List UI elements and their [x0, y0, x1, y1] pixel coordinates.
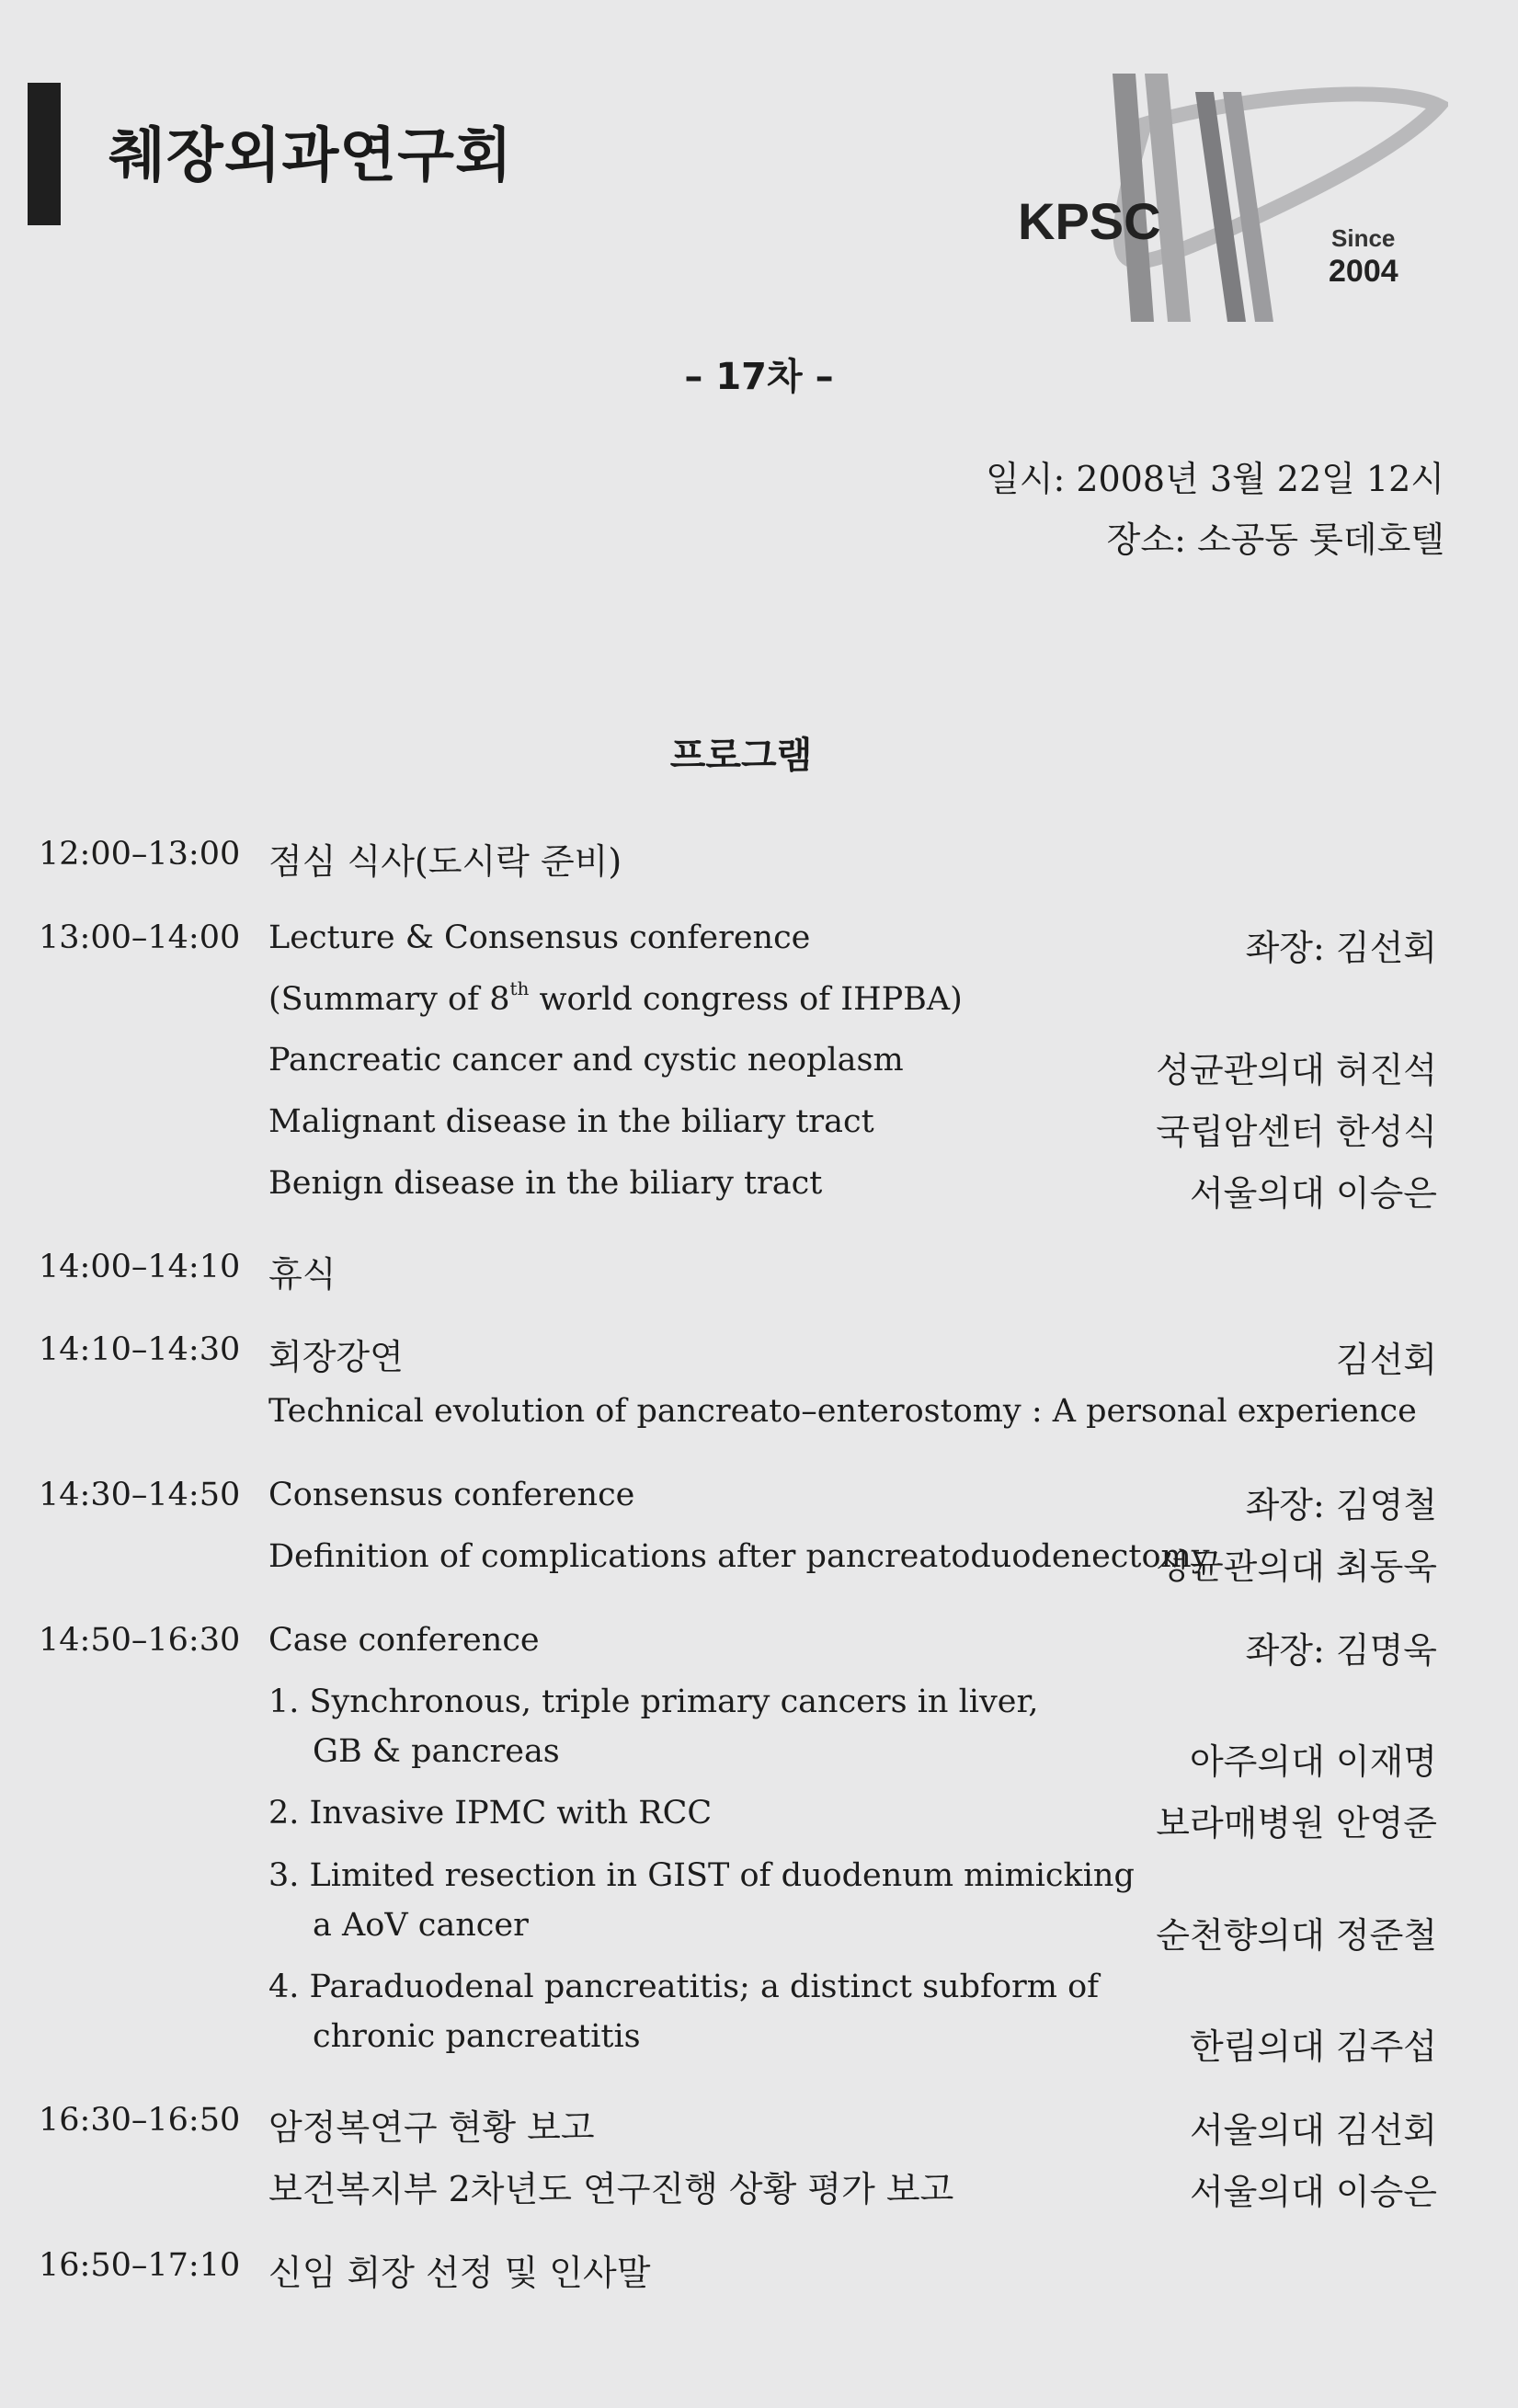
logo-year: 2004	[1329, 254, 1398, 289]
logo-since: Since	[1331, 224, 1396, 252]
program-row	[0, 1331, 1518, 1383]
row-desc: Technical evolution of pancreato–enterostomy : A personal experience	[268, 1393, 1417, 1430]
event-venue: 장소: 소공동 롯데호텔	[1106, 519, 1444, 560]
program-row	[0, 1622, 1518, 1673]
program-row	[0, 1969, 1518, 2020]
row-speaker: 보라매병원 안영준	[1156, 1803, 1437, 1843]
program-row	[0, 2247, 1518, 2299]
program-row	[0, 1393, 1518, 1444]
row-speaker: 한림의대 김주섭	[1189, 2026, 1437, 2067]
row-desc-sup: th	[509, 977, 530, 1000]
row-desc	[268, 977, 963, 1018]
program-row	[0, 1477, 1518, 1528]
program-row	[0, 1103, 1518, 1155]
row-desc: Lecture & Consensus conference	[268, 919, 811, 956]
program-row	[0, 1733, 1518, 1785]
row-speaker: 서울의대 이승은	[1189, 2172, 1437, 2212]
session-number: – 17차 –	[684, 356, 834, 398]
row-speaker: 서울의대 이승은	[1189, 1173, 1437, 1214]
row-desc: 4. Paraduodenal pancreatitis; a distinct subform of	[268, 1969, 1100, 2005]
program-row	[0, 2163, 1518, 2215]
row-time: 16:50–17:10	[39, 2247, 241, 2284]
row-desc: chronic pancreatitis	[313, 2018, 641, 2055]
row-speaker: 순천향의대 정준철	[1156, 1915, 1437, 1956]
row-speaker: 김선회	[1335, 1340, 1437, 1380]
row-desc: 보건복지부 2차년도 연구진행 상황 평가 보고	[268, 2169, 954, 2209]
program-heading: 프로그램	[669, 735, 813, 777]
row-desc-pre: (Summary of 8	[268, 981, 510, 1018]
program-row	[0, 1795, 1518, 1846]
row-desc: Malignant disease in the biliary tract	[268, 1103, 874, 1140]
row-speaker: 좌장: 김영철	[1245, 1485, 1437, 1525]
program-row	[0, 2102, 1518, 2153]
row-speaker: 성균관의대 허진석	[1156, 1050, 1437, 1090]
page-title: 췌장외과연구회	[108, 122, 513, 190]
program-row	[0, 1683, 1518, 1735]
row-desc: 2. Invasive IPMC with RCC	[268, 1795, 713, 1832]
row-desc: 점심 식사(도시락 준비)	[268, 841, 622, 882]
row-desc: 휴식	[268, 1254, 337, 1295]
program-row	[0, 977, 1518, 1033]
row-desc: Definition of complications after pancreatoduodenectomy	[268, 1538, 1210, 1575]
row-time: 16:30–16:50	[39, 2102, 241, 2139]
program-row	[0, 1907, 1518, 1958]
kpsc-logo	[1007, 74, 1448, 331]
program-row	[0, 2018, 1518, 2070]
row-speaker: 국립암센터 한성식	[1156, 1112, 1437, 1152]
row-speaker: 좌장: 김선회	[1245, 928, 1437, 968]
program-row	[0, 919, 1518, 971]
row-desc-post: world congress of IHPBA)	[529, 981, 963, 1018]
row-time: 14:50–16:30	[39, 1622, 241, 1659]
program-row	[0, 1857, 1518, 1909]
event-date: 일시: 2008년 3월 22일 12시	[986, 459, 1444, 499]
row-desc: 신임 회장 선정 및 인사말	[268, 2253, 651, 2293]
row-desc: 암정복연구 현황 보고	[268, 2107, 595, 2148]
program-row	[0, 836, 1518, 887]
row-desc: Case conference	[268, 1622, 540, 1659]
row-speaker: 성균관의대 최동욱	[1156, 1546, 1437, 1587]
program-row	[0, 1165, 1518, 1216]
logo-text: KPSC	[1018, 192, 1161, 250]
program-row	[0, 1249, 1518, 1300]
row-desc: Pancreatic cancer and cystic neoplasm	[268, 1042, 904, 1078]
row-time: 14:30–14:50	[39, 1477, 241, 1513]
row-time: 13:00–14:00	[39, 919, 241, 956]
row-desc: 회장강연	[268, 1337, 404, 1377]
row-time: 14:10–14:30	[39, 1331, 241, 1368]
program-row	[0, 1042, 1518, 1093]
title-accent-bar	[28, 83, 61, 225]
row-speaker: 서울의대 김선회	[1189, 2110, 1437, 2151]
row-speaker: 아주의대 이재명	[1189, 1741, 1437, 1782]
row-speaker: 좌장: 김명욱	[1245, 1630, 1437, 1671]
row-desc: 1. Synchronous, triple primary cancers in liver,	[268, 1683, 1039, 1720]
row-desc: Consensus conference	[268, 1477, 635, 1513]
row-time: 14:00–14:10	[39, 1249, 241, 1285]
row-desc: Benign disease in the biliary tract	[268, 1165, 823, 1202]
row-desc: a AoV cancer	[313, 1907, 529, 1944]
row-desc: GB & pancreas	[313, 1733, 560, 1770]
row-desc: 3. Limited resection in GIST of duodenum mimicking	[268, 1857, 1135, 1894]
program-row	[0, 1538, 1518, 1590]
row-time: 12:00–13:00	[39, 836, 241, 873]
